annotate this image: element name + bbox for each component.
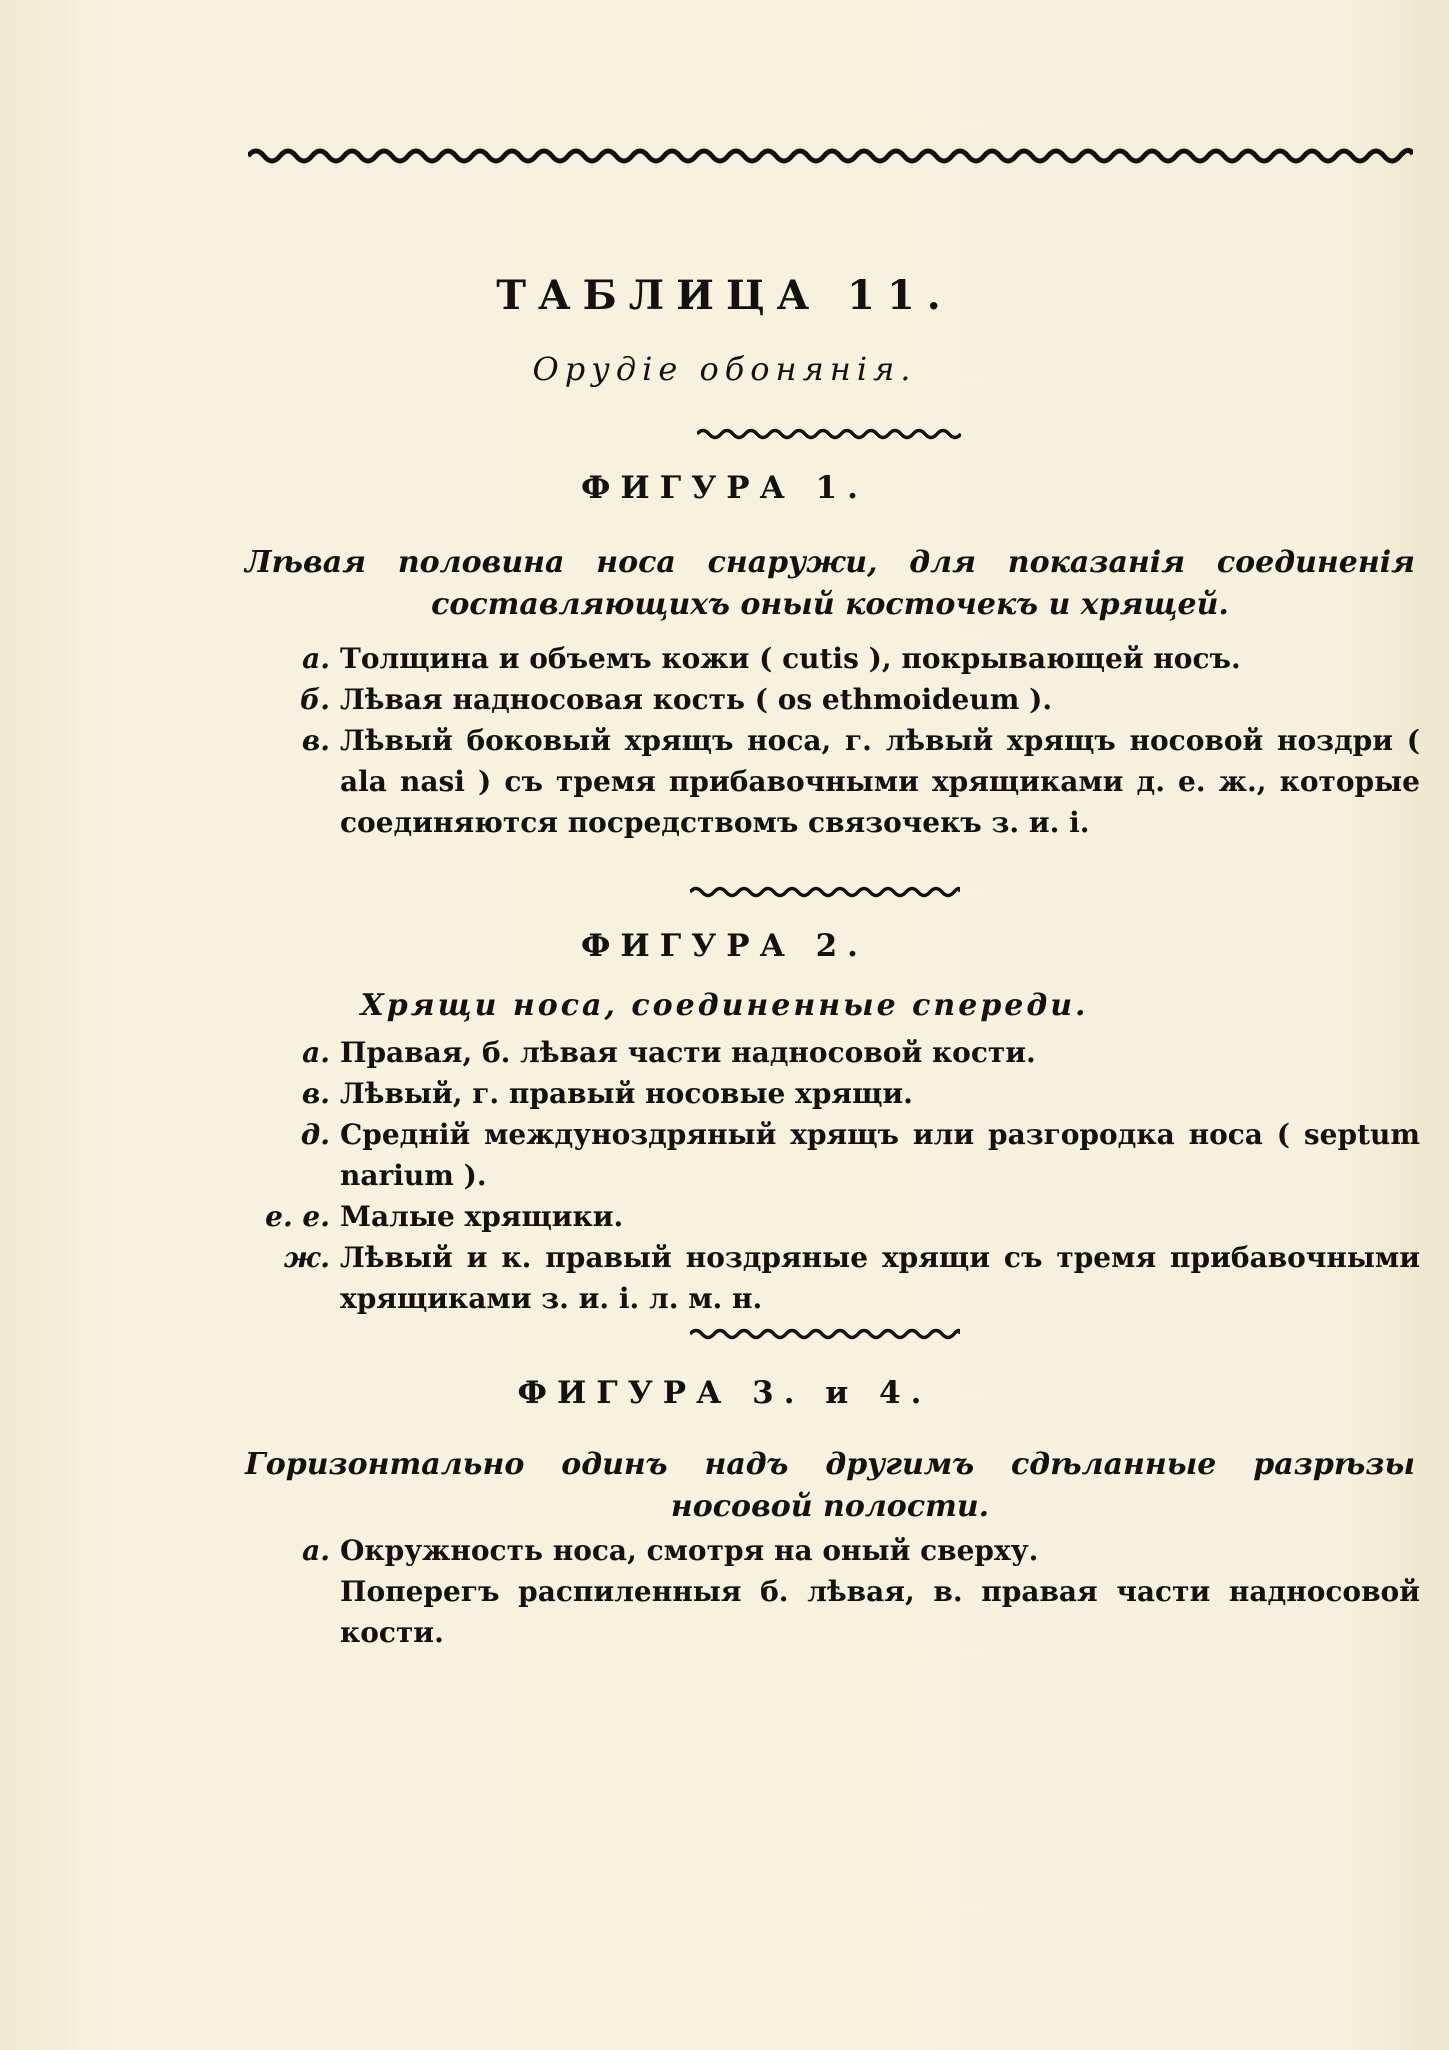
figure-2-caption: Хрящи носа, соединенные спереди. bbox=[360, 988, 1089, 1023]
section-divider-ornament bbox=[690, 884, 960, 898]
figure-1-caption-text: Лѣвая половина носа снаружи, для показанія соединенія составляющихъ оный косточекъ и хрящей. bbox=[245, 545, 1415, 622]
figure-3-4-caption bbox=[245, 1444, 1415, 1528]
figure-3-4-caption-text: Горизонтально одинъ надъ другимъ сдѣланные разрѣзы носовой полости. bbox=[245, 1447, 1415, 1524]
entry-marker: а. bbox=[302, 1534, 330, 1567]
table-subtitle: Орудіе обонянія. bbox=[532, 350, 917, 388]
figure-1-caption bbox=[245, 542, 1415, 626]
figure-2-heading: ФИГУРА 2. bbox=[581, 928, 868, 964]
list-item bbox=[250, 638, 1420, 679]
entry-marker: ж. bbox=[283, 1241, 330, 1274]
figure-3-4-entries bbox=[250, 1530, 1420, 1653]
list-item bbox=[250, 1530, 1420, 1571]
entry-text: Лѣвый боковый хрящъ носа, г. лѣвый хрящъ носовой ноздри ( ala nasi ) съ тремя прибавочными хрящиками д. е. ж., которые соединяются посредствомъ связочекъ з. и. і. bbox=[340, 724, 1420, 839]
entry-marker: в. bbox=[301, 1077, 330, 1110]
entry-text: Поперегъ распиленныя б. лѣвая, в. правая части надносовой кости. bbox=[340, 1575, 1420, 1649]
entry-text: Малые хрящики. bbox=[340, 1200, 624, 1233]
entry-marker: е. е. bbox=[265, 1200, 330, 1233]
entry-marker: в. bbox=[301, 724, 330, 757]
list-item bbox=[250, 1073, 1420, 1114]
entry-text: Лѣвая надносовая кость ( os ethmoideum ). bbox=[340, 683, 1053, 716]
section-divider-ornament bbox=[697, 426, 961, 440]
list-item bbox=[250, 1114, 1420, 1196]
table-title: ТАБЛИЦА 11. bbox=[496, 272, 953, 319]
entry-text: Лѣвый и к. правый ноздряные хрящи съ тремя прибавочными хрящиками з. и. і. л. м. н. bbox=[340, 1241, 1420, 1315]
figure-1-entries bbox=[250, 638, 1420, 843]
entry-text: Среднiй междуноздряный хрящъ или разгородка носа ( septum narium ). bbox=[340, 1118, 1420, 1192]
entry-text: Толщина и объемъ кожи ( cutis ), покрывающей носъ. bbox=[340, 642, 1241, 675]
entry-marker bbox=[250, 1571, 340, 1653]
entry-marker: б. bbox=[300, 683, 330, 716]
figure-2-entries bbox=[250, 1032, 1420, 1319]
entry-marker: а. bbox=[302, 642, 330, 675]
entry-text: Окружность носа, смотря на оный сверху. bbox=[340, 1534, 1039, 1567]
entry-marker: а. bbox=[302, 1036, 330, 1069]
list-item bbox=[250, 1032, 1420, 1073]
figure-1-heading: ФИГУРА 1. bbox=[581, 470, 868, 506]
list-item bbox=[250, 1196, 1420, 1237]
list-item bbox=[250, 679, 1420, 720]
entry-text: Правая, б. лѣвая части надносовой кости. bbox=[340, 1036, 1036, 1069]
list-item bbox=[250, 1237, 1420, 1319]
entry-marker: д. bbox=[300, 1118, 330, 1151]
figure-3-4-heading: ФИГУРА 3. и 4. bbox=[517, 1375, 932, 1411]
entry-text: Лѣвый, г. правый носовые хрящи. bbox=[340, 1077, 913, 1110]
list-item bbox=[250, 1571, 1420, 1653]
section-divider-ornament bbox=[690, 1326, 960, 1340]
list-item bbox=[250, 720, 1420, 843]
top-ornamental-rule bbox=[248, 142, 1413, 168]
